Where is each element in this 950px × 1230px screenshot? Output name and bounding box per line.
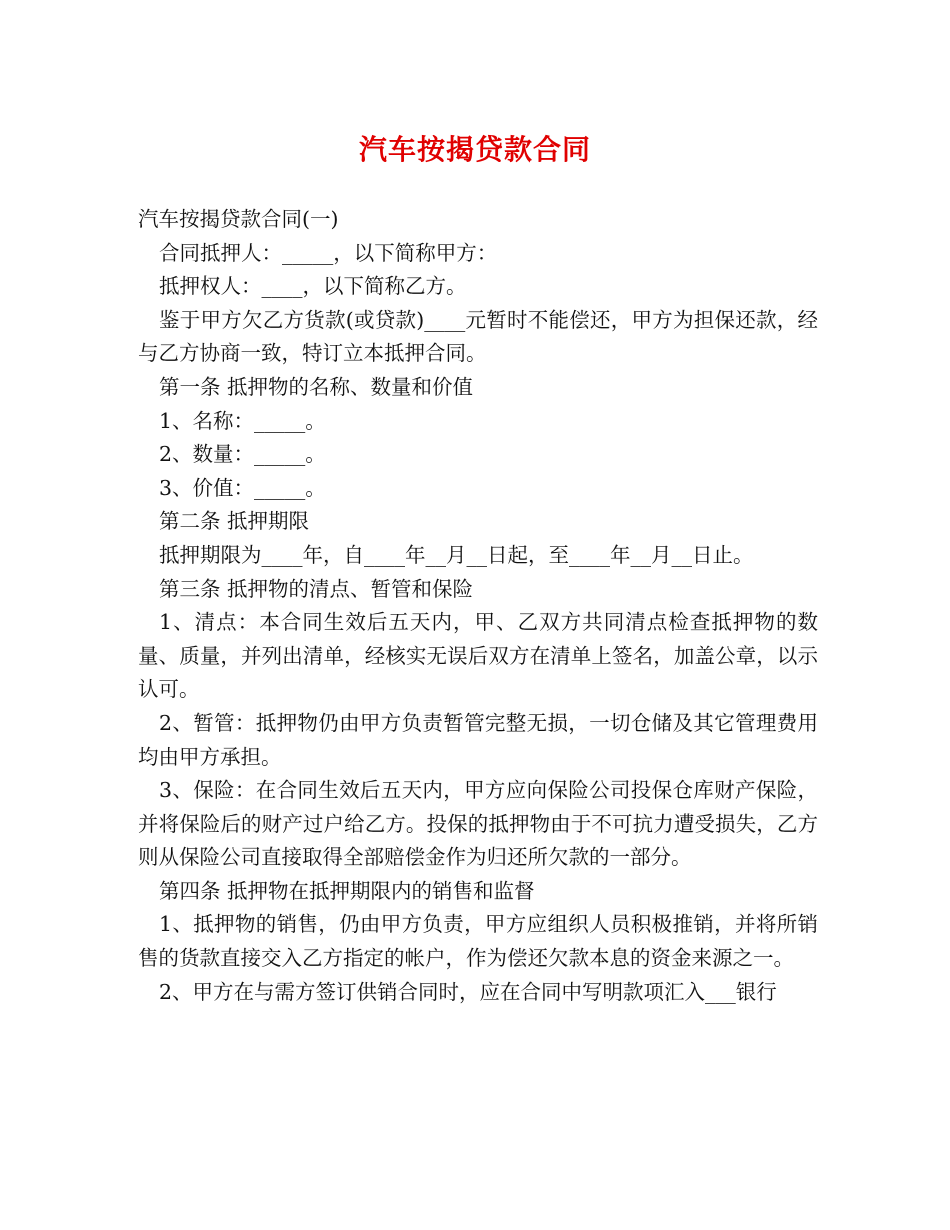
paragraph: 2、甲方在与需方签订供销合同时，应在合同中写明款项汇入___银行 <box>159 979 777 1004</box>
document-title: 汽车按揭贷款合同 <box>358 133 591 166</box>
section-heading: 第二条 抵押期限 <box>159 509 310 534</box>
paragraph: 1、名称：_____。 <box>159 408 326 433</box>
paragraph: 3、保险：在合同生效后五天内，甲方应向保险公司投保仓库财产保险，并将保险后的财产过户给乙方。投保的抵押物由于不可抗力遭受损失，乙方则从保险公司直接取得全部赔偿金作为归还所欠款的一部分。 <box>138 778 818 870</box>
paragraph: 2、数量：_____。 <box>159 442 326 467</box>
paragraph: 1、清点：本合同生效后五天内，甲、乙双方共同清点检查抵押物的数量、质量，并列出清单，经核实无误后双方在清单上签名，加盖公章，以示认可。 <box>138 610 818 702</box>
section-heading: 第四条 抵押物在抵押期限内的销售和监督 <box>159 878 535 903</box>
paragraph: 汽车按揭贷款合同(一) <box>138 207 339 231</box>
paragraph: 抵押期限为____年，自____年__月__日起，至____年__月__日止。 <box>159 542 754 567</box>
paragraph: 合同抵押人：_____，以下简称甲方： <box>159 240 498 265</box>
document-body <box>138 203 818 1009</box>
paragraph: 2、暂管：抵押物仍由甲方负责暂管完整无损，一切仓储及其它管理费用均由甲方承担。 <box>138 710 818 769</box>
paragraph: 1、抵押物的销售，仍由甲方负责，甲方应组织人员积极推销，并将所销售的货款直接交入乙方指定的帐户，作为偿还欠款本息的资金来源之一。 <box>138 912 818 971</box>
section-heading: 第三条 抵押物的清点、暂管和保险 <box>159 576 474 601</box>
paragraph: 鉴于甲方欠乙方货款(或贷款)____元暂时不能偿还，甲方为担保还款，经与乙方协商一致，特订立本抵押合同。 <box>138 307 818 366</box>
paragraph: 3、价值：_____。 <box>159 475 326 500</box>
section-heading: 第一条 抵押物的名称、数量和价值 <box>159 374 474 399</box>
paragraph: 抵押权人：____，以下简称乙方。 <box>159 274 467 299</box>
